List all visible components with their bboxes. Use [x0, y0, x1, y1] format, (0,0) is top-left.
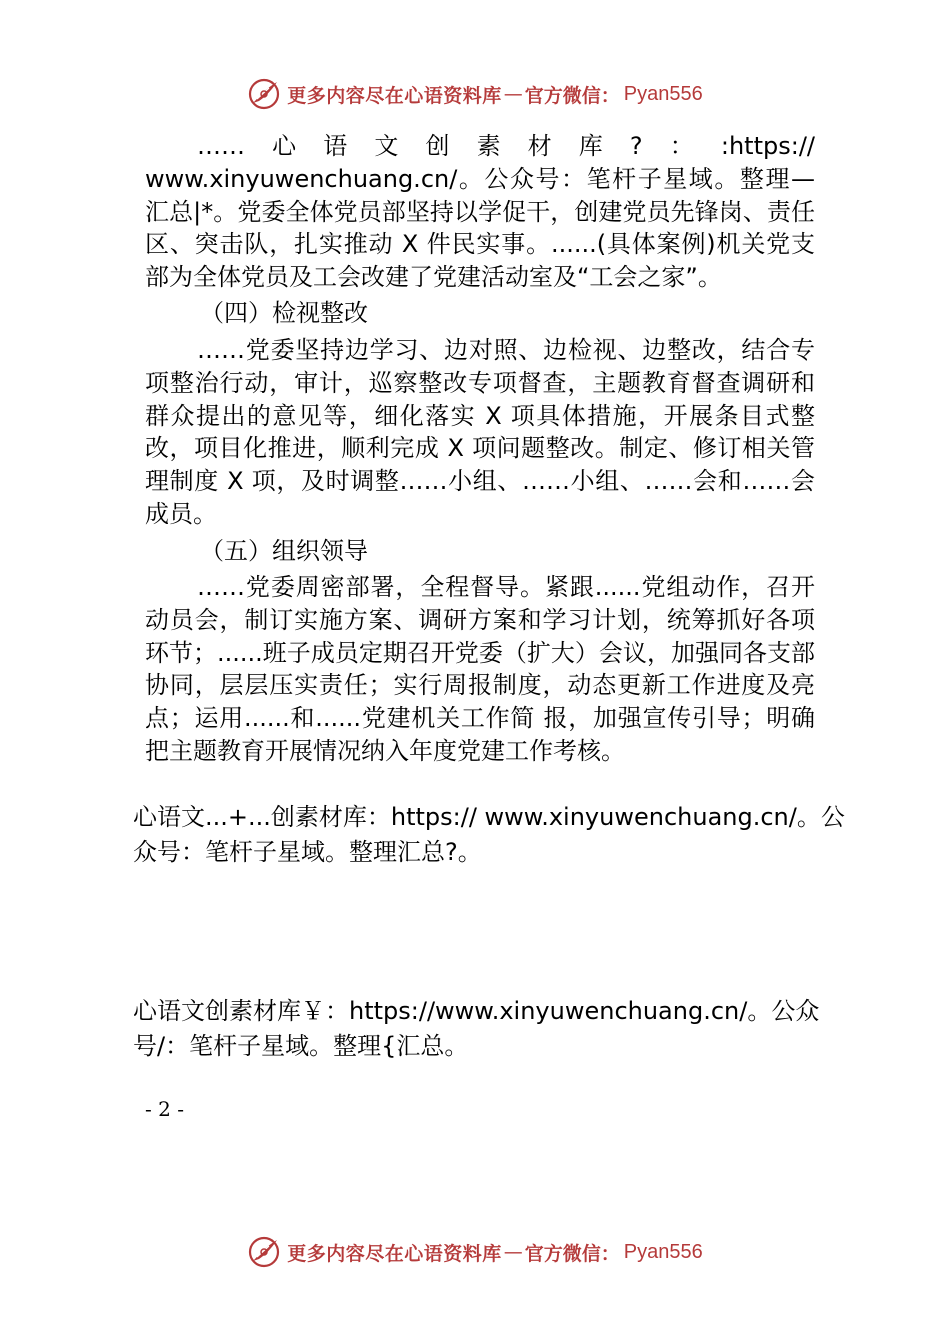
paragraph-3-block [145, 571, 815, 768]
banner-dash: — [503, 83, 523, 105]
header-banner [0, 72, 950, 116]
paragraph-3: ……党委周密部署，全程督导。紧跟......党组动作，召开动员会，制订实施方案、调研方案和学习计划，统筹抓好各项环节；......班子成员定期召开党委（扩大）会议，加强同各支部协同，层层压实责任；实行周报制度，动态更新工作进度及亮点；运用......和......党建机关工作简 报，加强宣传引导；明确把主题教育开展情况纳入年度党建工作考核。 [145, 573, 815, 765]
paragraph-1-block [145, 130, 815, 294]
page-number: - 2 - [145, 1097, 184, 1121]
banner-wechat-label: 官方微信： [524, 84, 620, 107]
footer-banner [0, 1230, 950, 1274]
paragraph-2: ……党委坚持边学习、边对照、边检视、边整改，结合专项整治行动，审计，巡察整改专项督查，主题教育督查调研和群众提出的意见等，细化落实 X 项具体措施，开展条目式整改，项目化推进，顺利完成 X 项问题整改。制定、修订相关管理制度 X 项，及时调整……小组、……小组、……会和……会成员。 [145, 336, 815, 528]
banner-wechat-id: Pyan556 [623, 1240, 703, 1263]
paragraph-1: ……心语文创素材库?：:https:// www.xinyuwenchuang.cn/。公众号：笔杆子星域。整理—汇总|*。党委全体党员部坚持以学促干，创建党员先锋岗、责任区、突击队，扎实推动 X 件民实事。......(具体案例)机关党支部为全体党员及工会改建了党建活动室及“工会之家”。 [145, 132, 815, 292]
paragraph-2-block [145, 334, 815, 531]
section-heading-5: （五）组织领导 [200, 537, 368, 565]
feather-circle-logo-icon [247, 1235, 281, 1269]
banner-title: 更多内容尽在心语资料库 [287, 1242, 502, 1265]
source-note-2: 心语文创素材库￥：https://www.xinyuwenchuang.cn/。公众号/：笔杆子星域。整理{汇总。 [133, 997, 820, 1060]
banner-dash: — [503, 1241, 523, 1263]
section-heading-4: （四）检视整改 [200, 299, 368, 327]
feather-circle-logo-icon [247, 77, 281, 111]
source-note-1: 心语文...+...创素材库：https:// www.xinyuwenchuang.cn/。公众号：笔杆子星域。整理汇总?。 [133, 803, 845, 866]
banner-title: 更多内容尽在心语资料库 [287, 84, 502, 107]
banner-wechat-id: Pyan556 [623, 82, 703, 105]
banner-wechat-label: 官方微信： [524, 1242, 620, 1265]
